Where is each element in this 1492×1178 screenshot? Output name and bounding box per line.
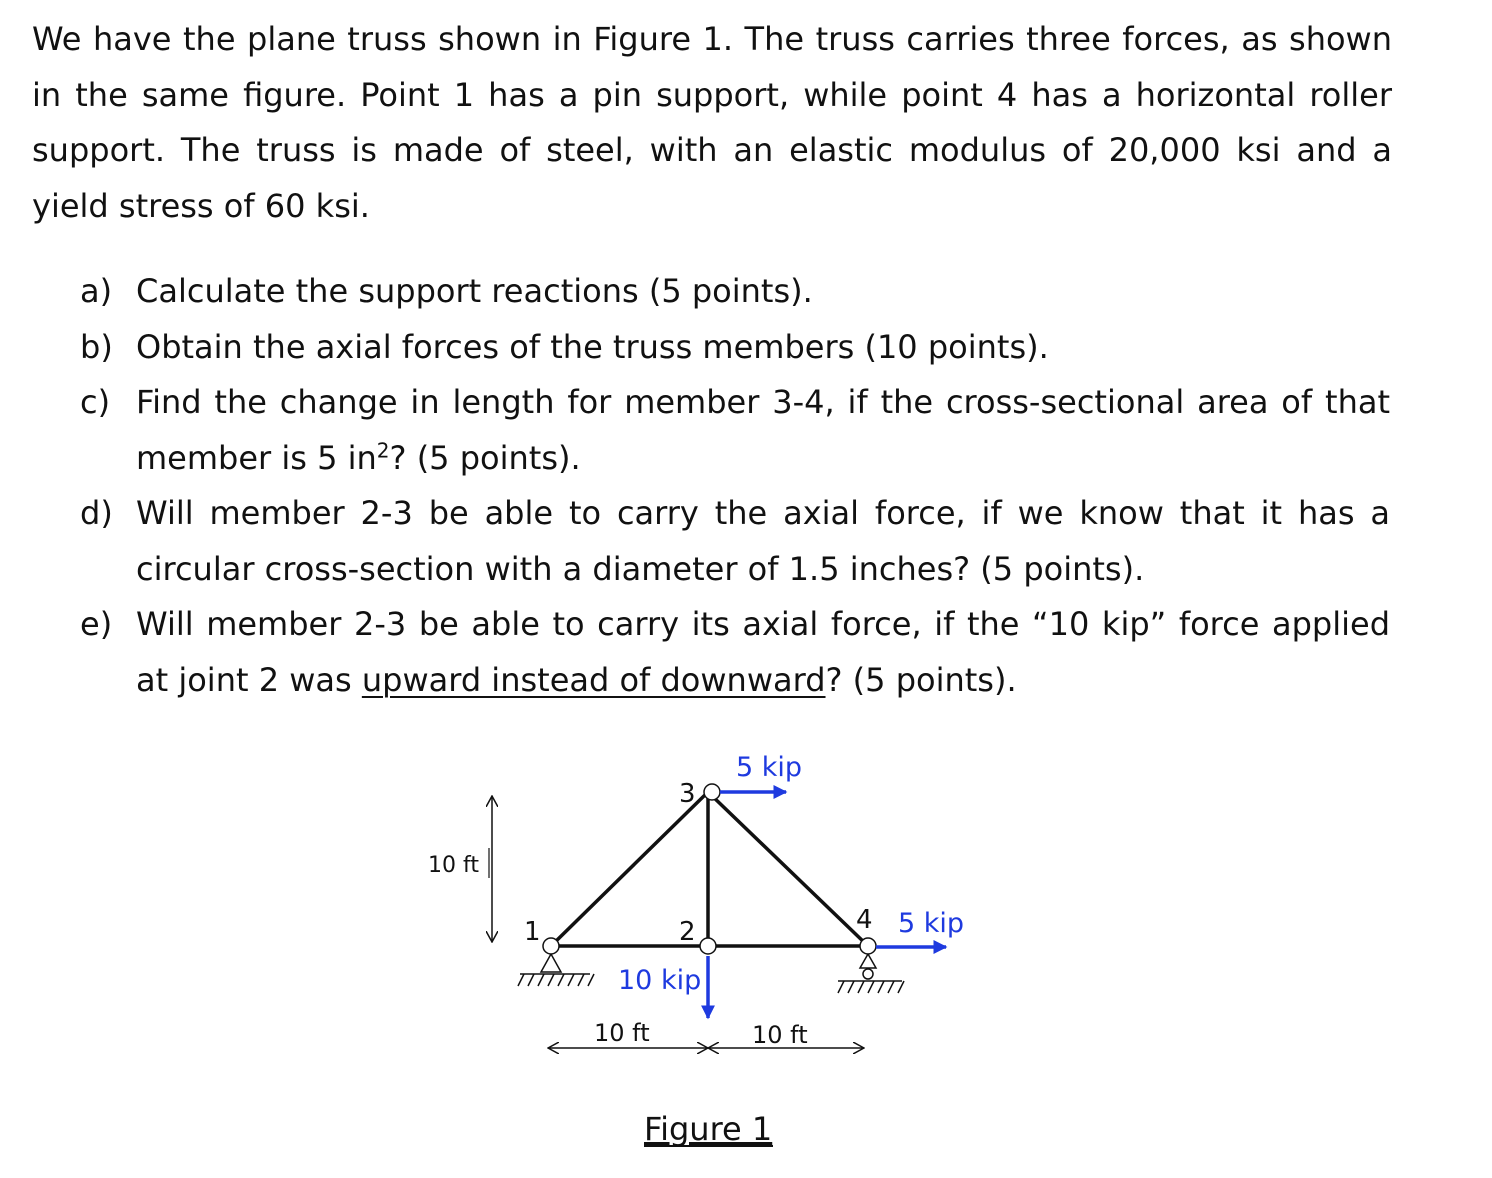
joint-3 <box>704 784 720 800</box>
joint-4 <box>860 938 876 954</box>
height-dimension-label: 10 ft <box>428 853 479 878</box>
pin-support <box>518 954 594 986</box>
node-label-4: 4 <box>856 905 873 935</box>
question-text-end: ? (5 points). <box>825 660 1017 699</box>
question-text-end: ? (5 points). <box>389 438 581 477</box>
roller-support <box>838 954 904 993</box>
span-left-label: 10 ft <box>594 1019 650 1047</box>
question-text: Calculate the support reactions (5 points). <box>136 272 813 310</box>
question-label: d) <box>80 494 113 532</box>
question-text: Find the change in length for member 3-4, if the cross-sectional area of that member is 5 in <box>136 383 1390 477</box>
question-label: e) <box>80 605 113 643</box>
node-label-1: 1 <box>524 917 541 947</box>
problem-statement: We have the plane truss shown in Figure 1. The truss carries three forces, as shown in the same figure. Point 1 has a pin support, while point 4 has a horizontal roller support. The truss is made of steel, with an elastic modulus of 20,000 ksi and a yield stress of 60 ksi. <box>32 20 1392 225</box>
question-text: Will member 2-3 be able to carry the axial force, if we know that it has a circular cross-section with a diameter of 1.5 inches? (5 points). <box>136 494 1390 588</box>
underlined-emphasis: upward instead of downward <box>361 660 826 699</box>
joint-1 <box>543 938 559 954</box>
joint-2 <box>700 938 716 954</box>
question-text: Obtain the axial forces of the truss members (10 points). <box>136 327 1049 366</box>
node-label-2: 2 <box>679 917 696 947</box>
span-right-label: 10 ft <box>752 1021 808 1049</box>
question-label: a) <box>80 272 113 310</box>
superscript: 2 <box>376 437 390 462</box>
load-label-node2: 10 kip <box>618 965 702 996</box>
question-text: Will member 2-3 be able to carry its axial force, if the “10 kip” force applied at joint 2 was <box>136 605 1390 699</box>
node-label-3: 3 <box>679 779 696 809</box>
question-label: b) <box>80 327 113 366</box>
load-label-node3: 5 kip <box>736 752 803 783</box>
question-label: c) <box>80 383 111 421</box>
figure-caption: Figure 1 <box>644 1110 773 1148</box>
load-label-node4: 5 kip <box>898 908 965 939</box>
member-3-4 <box>708 792 868 946</box>
